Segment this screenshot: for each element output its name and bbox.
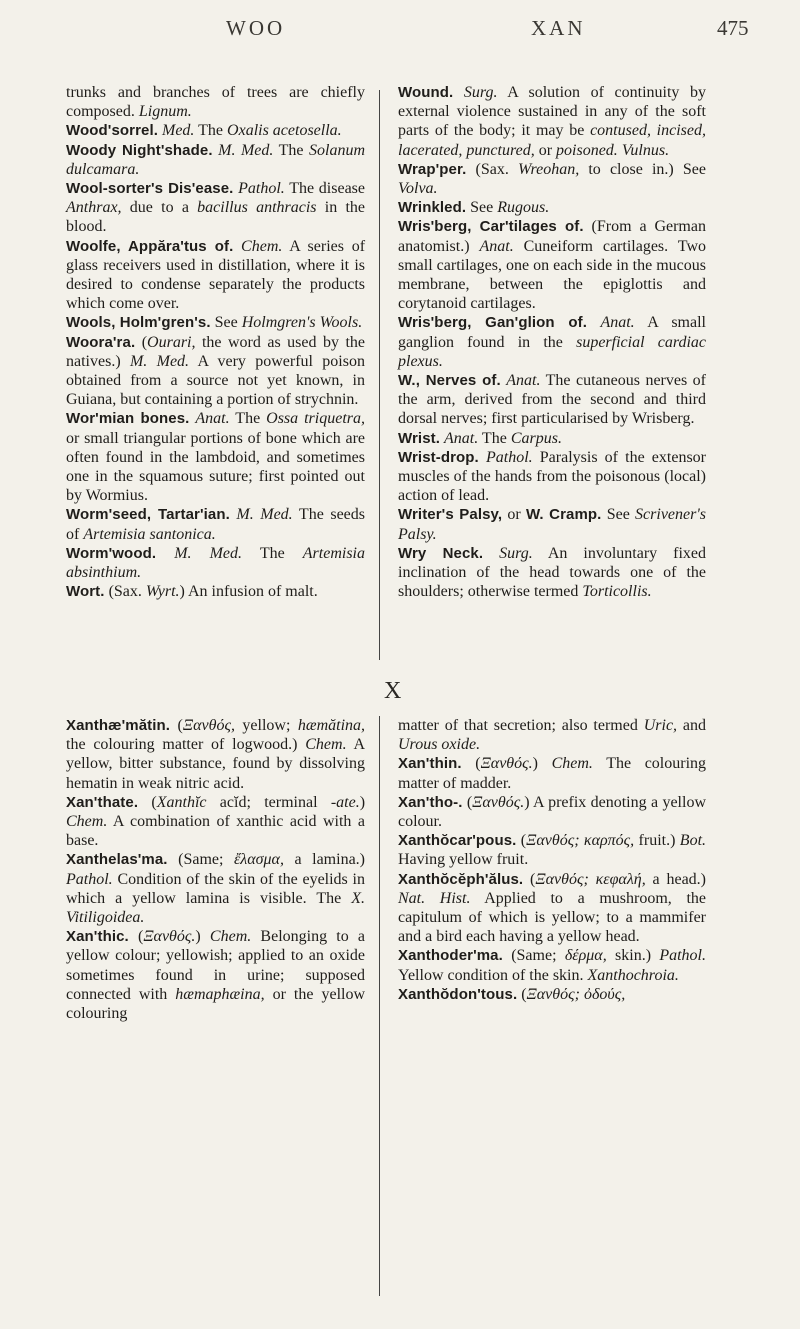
column-top-left <box>66 83 365 601</box>
entry-italic-text: contused, incised, lacerated, punctured, <box>398 122 706 159</box>
entry-text: ( <box>462 793 473 811</box>
entry-italic-text: Ξανθός, <box>182 717 235 734</box>
entry-italic-text: Ξανθός; καρπός, <box>526 832 635 850</box>
entry-italic-text: Ξανθός. <box>480 755 533 773</box>
entry-text: ( <box>135 333 148 351</box>
dictionary-entry <box>398 716 706 754</box>
entry-headword: Xanthŏdon'tous. <box>398 985 518 1003</box>
entry-text: A yellow, bitter substance, found by dissolving hematin in weak nitric acid. <box>66 736 366 792</box>
entry-text: or the yellow colouring <box>66 985 366 1023</box>
entry-headword: Wrinkled. <box>398 199 467 217</box>
entry-text: in the blood. <box>66 199 366 236</box>
entry-italic-text: Ξανθός; ὀδούς, <box>526 985 626 1003</box>
entry-text: (Sax. <box>466 160 519 178</box>
dictionary-entry <box>398 429 706 448</box>
entry-headword: Wrist-drop. <box>398 448 479 466</box>
column-top-right <box>398 83 706 601</box>
entry-italic-text: Urous oxide. <box>398 736 481 754</box>
dictionary-entry <box>66 505 365 543</box>
entry-text: A solution of continuity by external violence sustained in any of the soft parts of the body; it may be <box>398 84 707 140</box>
entry-text: ) An infusion of malt. <box>179 583 318 601</box>
column-divider-top <box>379 90 380 660</box>
entry-text: A series of glass receivers used in distillation, where it is desired to condense separately the products which come over. <box>66 237 366 313</box>
entry-text <box>233 238 241 255</box>
entry-italic-text: Surg. <box>499 544 533 562</box>
entry-headword: Xan'thate. <box>66 793 139 811</box>
entry-italic-text: Solanum dulcamara. <box>66 141 366 178</box>
entry-text: a head.) <box>645 870 706 888</box>
dictionary-entry <box>398 371 706 429</box>
entry-headword: Wort. <box>66 583 105 601</box>
entry-italic-text: -ate. <box>330 793 360 811</box>
entry-text: fruit.) <box>634 832 680 850</box>
entry-text: or <box>534 141 557 159</box>
entry-italic-text: Carpus. <box>510 429 562 447</box>
entry-text: ( <box>523 870 536 888</box>
entry-text: ) <box>359 793 366 811</box>
entry-italic-text: hæmătina, <box>297 717 366 734</box>
entry-text: The <box>273 141 310 159</box>
dictionary-entry <box>66 409 365 505</box>
entry-italic-text: M. Med. <box>174 544 243 562</box>
entry-italic-text: Chem. <box>241 237 283 255</box>
dictionary-entry <box>398 313 706 371</box>
entry-text: (Sax. <box>104 583 146 601</box>
entry-text: ( <box>128 928 144 946</box>
entry-italic-text: Anat. <box>444 429 479 447</box>
column-bottom-left <box>66 716 365 1023</box>
entry-text: A combination of xanthic acid with a base. <box>66 813 365 850</box>
entry-text: The <box>478 429 511 447</box>
entry-italic-text: Pathol. <box>66 870 113 888</box>
dictionary-entry <box>66 544 365 582</box>
entry-headword: Worm'seed, Tartar'ian. <box>66 506 230 524</box>
entry-headword: Xan'tho-. <box>398 793 463 811</box>
entry-text: ) A prefix denoting a yellow colour. <box>398 793 706 831</box>
entry-italic-text: Pathol. <box>238 180 285 198</box>
entry-italic-text: Wreohan, <box>518 160 580 178</box>
dictionary-entry <box>398 946 706 984</box>
entry-headword: Woora'ra. <box>66 333 136 351</box>
entry-italic-text: Ξανθός. <box>472 793 525 811</box>
entry-text: ) <box>532 755 552 773</box>
entry-italic-text: Lignum. <box>138 103 192 121</box>
entry-text <box>453 84 464 101</box>
entry-italic-text: Anat. <box>600 314 635 332</box>
dictionary-entry <box>66 237 365 314</box>
column-bottom-right <box>398 716 706 1004</box>
dictionary-entry <box>398 831 706 869</box>
entry-italic-text: Chem. <box>66 813 108 831</box>
entry-text: ) <box>195 928 210 946</box>
entry-text: Cuneiform cartilages. Two small cartilages, one on each side in the mucous membrane, between the epiglottis and corytanoid cartilages. <box>398 237 706 313</box>
entry-italic-text: Uric, <box>643 717 678 734</box>
dictionary-entry <box>398 448 706 506</box>
entry-text: ( <box>461 755 481 773</box>
entry-italic-text: Nat. Hist. <box>398 889 471 907</box>
entry-italic-text: M. Med. <box>218 141 274 159</box>
entry-italic-text: Ξανθός; κεφαλή, <box>535 870 646 888</box>
dictionary-entry <box>66 716 365 793</box>
entry-headword: Wrap'per. <box>398 160 467 178</box>
entry-text <box>479 449 486 466</box>
dictionary-entry <box>398 160 706 198</box>
entry-italic-text: Anat. <box>506 372 541 390</box>
entry-italic-text: Xanthĭc <box>156 793 207 811</box>
entry-italic-text: Pathol. <box>485 448 533 466</box>
entry-italic-text: Rugous. <box>497 199 550 217</box>
entry-text: A small ganglion found in the <box>398 314 706 351</box>
entry-text: An involuntary fixed inclination of the head towards one of the shoulders; otherwise termed <box>398 544 707 601</box>
entry-text: The <box>229 410 267 428</box>
entry-text: (Same; <box>502 947 565 965</box>
dictionary-entry <box>66 179 365 237</box>
dictionary-entry <box>66 850 365 927</box>
entry-text: Condition of the skin of the eyelids in which a yellow lamina is visible. The <box>66 870 365 907</box>
entry-text: The seeds of <box>66 506 365 543</box>
section-letter: X <box>384 678 402 704</box>
entry-text: or <box>502 506 526 524</box>
entry-headword: Xanthŏcar'pous. <box>398 832 517 850</box>
entry-italic-text: Artemisia absinthium. <box>66 544 365 582</box>
dictionary-entry <box>66 793 365 851</box>
dictionary-entry <box>66 83 365 121</box>
entry-italic-text: Vulnus. <box>621 141 670 159</box>
entry-headword: Wry Neck. <box>398 544 484 562</box>
entry-italic-text: hæmaphæina, <box>175 985 265 1003</box>
entry-text: The disease <box>284 180 365 198</box>
entry-italic-text: Surg. <box>463 84 498 101</box>
entry-headword: Worm'wood. <box>66 544 157 562</box>
entry-italic-text: Ourari, <box>147 333 196 351</box>
entry-headword: Wound. <box>398 84 454 101</box>
entry-headword: Wris'berg, Gan'glion of. <box>398 314 587 332</box>
entry-headword: Xanthoder'ma. <box>398 947 503 965</box>
entry-italic-text: Volva. <box>398 180 438 198</box>
dictionary-entry <box>66 927 365 1023</box>
entry-text: a lamina.) <box>283 851 365 869</box>
dictionary-entry <box>398 544 706 602</box>
entry-headword: Xan'thic. <box>66 928 129 946</box>
column-divider-bottom <box>379 716 380 1296</box>
dictionary-entry <box>66 121 365 140</box>
dictionary-entry <box>398 793 706 831</box>
dictionary-entry <box>398 985 706 1004</box>
entry-italic-text: bacillus anthracis <box>197 199 317 217</box>
entry-italic-text: δέρμα, <box>564 947 607 965</box>
entry-text <box>587 314 600 331</box>
entry-italic-text: Chem. <box>305 736 347 754</box>
dictionary-entry <box>398 217 706 313</box>
entry-text: matter of that secretion; also termed <box>398 717 644 734</box>
entry-italic-text: Chem. <box>551 755 593 773</box>
header-left-word: WOO <box>226 16 286 40</box>
entry-headword: Woody Night'shade. <box>66 141 213 159</box>
entry-text: or small triangular portions of bone which are often found in the lambdoid, and sometimes one in the squamous suture; first pointed out by Wormius. <box>66 429 365 505</box>
entry-italic-text: M. Med. <box>236 506 293 524</box>
entry-italic-text: ἔλασμα, <box>233 851 284 869</box>
entry-text: The colouring matter of madder. <box>398 755 707 792</box>
header-right-word: XAN <box>531 16 586 40</box>
entry-text: and <box>677 717 707 734</box>
entry-headword: Wood'sorrel. <box>66 122 158 140</box>
dictionary-entry <box>398 754 706 792</box>
entry-text: Having yellow fruit. <box>398 851 529 869</box>
entry-headword: W., Nerves of. <box>398 372 501 390</box>
entry-text: the word as used by the natives.) <box>66 333 365 370</box>
entry-text: ( <box>170 717 183 734</box>
entry-headword: Woolfe, Appăra'tus of. <box>66 237 234 255</box>
entry-text: Belonging to a yellow colour; yellowish; applied to an oxide sometimes found in urine; supposed connected with <box>66 928 366 1003</box>
entry-text: The cutaneous nerves of the arm, derived from the second and third dorsal nerves; first particularised by Wrisberg. <box>398 372 707 428</box>
entry-italic-text: Xanthochroia. <box>587 966 679 984</box>
entry-text: to close in.) See <box>579 160 706 178</box>
running-header <box>0 16 800 56</box>
dictionary-entry <box>398 198 706 217</box>
entry-text: (Same; <box>167 851 234 869</box>
entry-headword: Wor'mian bones. <box>66 410 190 428</box>
entry-text: See <box>466 199 498 217</box>
entry-italic-text: Ossa triquetra, <box>266 410 365 428</box>
dictionary-entry <box>66 582 365 601</box>
entry-headword: W. Cramp. <box>525 506 602 524</box>
entry-italic-text: Pathol. <box>659 947 706 965</box>
entry-italic-text: superficial cardiac plexus. <box>398 333 707 370</box>
entry-text: skin.) <box>606 947 660 965</box>
entry-text: Yellow condition of the skin. <box>398 966 588 984</box>
entry-text: See <box>210 314 242 332</box>
entry-italic-text: Anthrax, <box>66 199 122 217</box>
dictionary-entry <box>398 505 706 543</box>
dictionary-entry <box>66 333 365 410</box>
entry-headword: Wools, Holm'gren's. <box>66 314 211 332</box>
entry-headword: Xanthŏcĕph'ălus. <box>398 870 524 888</box>
entry-text: See <box>601 506 636 524</box>
entry-italic-text: Bot. <box>679 832 707 850</box>
entry-text: ( <box>516 832 527 850</box>
entry-italic-text: Med. <box>162 122 195 140</box>
entry-italic-text: Wyrt. <box>145 583 180 601</box>
entry-headword: Writer's Palsy, <box>398 506 503 524</box>
dictionary-entry <box>398 870 706 947</box>
entry-italic-text: Scrivener's Palsy. <box>398 506 706 543</box>
entry-text: Applied to a mushroom, the capitulum of which is yellow; to a mammifer and a bird each having a yellow head. <box>398 889 707 946</box>
entry-headword: Xanthæ'mătin. <box>66 717 171 734</box>
entry-text: due to a <box>121 199 198 217</box>
entry-italic-text: X. Vitiligoidea. <box>66 889 365 927</box>
page-number: 475 <box>717 16 749 40</box>
entry-headword: Xanthelas'ma. <box>66 851 168 869</box>
entry-text: trunks and branches of trees are chiefly composed. <box>66 84 365 121</box>
entry-text: yellow; <box>234 717 298 734</box>
dictionary-entry <box>66 313 365 332</box>
entry-italic-text: Anat. <box>195 410 230 428</box>
entry-text: A very powerful poison obtained from a source not yet known, in Guiana, but containing a portion of strychnin. <box>66 352 365 409</box>
entry-text: The <box>194 122 228 140</box>
entry-headword: Xan'thin. <box>398 755 462 773</box>
dictionary-entry <box>66 141 365 179</box>
entry-italic-text: Artemisia santonica. <box>83 525 216 543</box>
entry-italic-text: Ξανθός. <box>143 928 196 946</box>
entry-italic-text: Anat. <box>479 237 514 255</box>
entry-headword: Wrist. <box>398 429 440 447</box>
entry-text: Paralysis of the extensor muscles of the hands from the poisonous (local) action of lead. <box>398 448 707 505</box>
entry-headword: Wris'berg, Car'tilages of. <box>398 218 584 236</box>
entry-text: acĭd; terminal <box>206 793 331 811</box>
entry-italic-text: M. Med. <box>129 352 190 370</box>
entry-italic-text: Holmgren's Wools. <box>241 314 363 332</box>
entry-text: The <box>242 544 303 562</box>
dictionary-entry <box>398 83 706 160</box>
entry-text: (From a German anatomist.) <box>398 218 706 255</box>
entry-text <box>156 545 174 562</box>
entry-italic-text: Chem. <box>209 928 252 946</box>
entry-italic-text: poisoned. <box>556 141 618 159</box>
entry-text: ( <box>517 985 527 1003</box>
entry-text: the colouring matter of logwood.) <box>66 736 306 754</box>
entry-text: ( <box>138 793 157 811</box>
entry-headword: Wool-sorter's Dis'ease. <box>66 180 234 198</box>
entry-italic-text: Torticollis. <box>582 583 652 601</box>
entry-text <box>483 545 499 562</box>
entry-italic-text: Oxalis acetosella. <box>227 122 342 140</box>
